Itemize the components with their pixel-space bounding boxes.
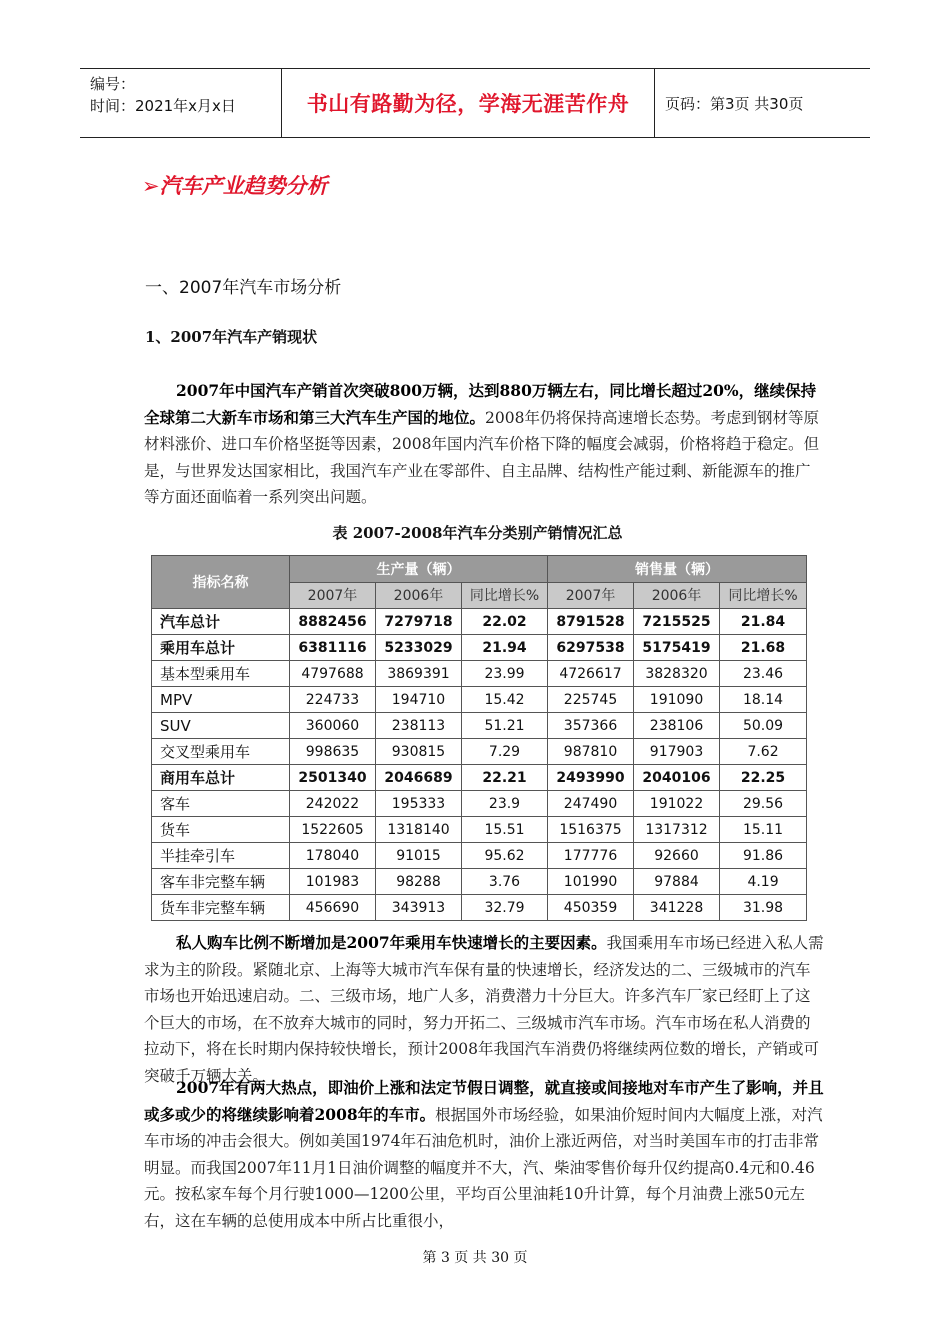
page-footer: 第 3 页 共 30 页 xyxy=(422,1250,528,1266)
table-cell: 22.02 xyxy=(462,609,548,635)
table-cell: 177776 xyxy=(548,843,634,869)
table-row xyxy=(152,843,807,869)
table-caption: 表 2007-2008年汽车分类别产销情况汇总 xyxy=(332,524,623,542)
table-cell: 7.29 xyxy=(462,739,548,765)
table-cell: 21.94 xyxy=(462,635,548,661)
table-cell: 8791528 xyxy=(548,609,634,635)
row-name: SUV xyxy=(152,713,290,739)
row-name: 基本型乘用车 xyxy=(152,661,290,687)
table-cell: 341228 xyxy=(634,895,720,921)
sub-header: 2007年 xyxy=(290,582,376,609)
paragraph-1 xyxy=(144,378,824,511)
table-cell: 91.86 xyxy=(720,843,807,869)
table-cell: 29.56 xyxy=(720,791,807,817)
table-cell: 930815 xyxy=(376,739,462,765)
table-cell: 987810 xyxy=(548,739,634,765)
table-cell: 238106 xyxy=(634,713,720,739)
table-cell: 15.51 xyxy=(462,817,548,843)
heading-1: 一、2007年汽车市场分析 xyxy=(145,278,342,298)
table-cell: 357366 xyxy=(548,713,634,739)
table-cell: 22.21 xyxy=(462,765,548,791)
col-name-header: 指标名称 xyxy=(152,556,290,609)
table-cell: 50.09 xyxy=(720,713,807,739)
table-cell: 23.46 xyxy=(720,661,807,687)
table-cell: 360060 xyxy=(290,713,376,739)
row-name: 半挂牵引车 xyxy=(152,843,290,869)
table-cell: 32.79 xyxy=(462,895,548,921)
row-name: 客车非完整车辆 xyxy=(152,869,290,895)
table-cell: 7.62 xyxy=(720,739,807,765)
table-row xyxy=(152,661,807,687)
table-cell: 450359 xyxy=(548,895,634,921)
paragraph-2-bold: 私人购车比例不断增加是2007年乘用车快速增长的主要因素。 xyxy=(176,933,607,952)
table-cell: 95.62 xyxy=(462,843,548,869)
table-cell: 6297538 xyxy=(548,635,634,661)
table-cell: 4726617 xyxy=(548,661,634,687)
table-cell: 15.42 xyxy=(462,687,548,713)
sub-header: 同比增长% xyxy=(720,582,807,609)
header-motto: 书山有路勤为径，学海无涯苦作舟 xyxy=(282,69,655,137)
table-cell: 191090 xyxy=(634,687,720,713)
row-name: 汽车总计 xyxy=(152,609,290,635)
table-cell: 5233029 xyxy=(376,635,462,661)
table-cell: 23.9 xyxy=(462,791,548,817)
sub-header: 2006年 xyxy=(634,582,720,609)
paragraph-1-bold: 2007年中国汽车产销首次突破800万辆，达到880万辆左右，同比增长超过20%，继续保持全球第二大新车市场和第三大汽车生产国的地位。 xyxy=(144,381,817,427)
table-cell: 998635 xyxy=(290,739,376,765)
table-cell: 6381116 xyxy=(290,635,376,661)
row-name: 乘用车总计 xyxy=(152,635,290,661)
table-row xyxy=(152,687,807,713)
table-cell: 8882456 xyxy=(290,609,376,635)
table-cell: 1522605 xyxy=(290,817,376,843)
table-cell: 2046689 xyxy=(376,765,462,791)
table-cell: 4797688 xyxy=(290,661,376,687)
table-cell: 191022 xyxy=(634,791,720,817)
table-row xyxy=(152,713,807,739)
table-cell: 2493990 xyxy=(548,765,634,791)
header-time: 时间：2021年x月x日 xyxy=(90,97,236,115)
table-cell: 7279718 xyxy=(376,609,462,635)
table-cell: 98288 xyxy=(376,869,462,895)
table-cell: 92660 xyxy=(634,843,720,869)
table-cell: 238113 xyxy=(376,713,462,739)
production-sales-table xyxy=(151,555,807,921)
table-cell: 21.84 xyxy=(720,609,807,635)
header-meta xyxy=(80,69,282,137)
table-cell: 224733 xyxy=(290,687,376,713)
table-row xyxy=(152,739,807,765)
table-cell: 21.68 xyxy=(720,635,807,661)
table-cell: 1318140 xyxy=(376,817,462,843)
table-cell: 225745 xyxy=(548,687,634,713)
row-name: 交叉型乘用车 xyxy=(152,739,290,765)
table-cell: 1317312 xyxy=(634,817,720,843)
group-production-header: 生产量（辆） xyxy=(290,556,548,583)
table-cell: 456690 xyxy=(290,895,376,921)
table-row xyxy=(152,895,807,921)
row-name: 商用车总计 xyxy=(152,765,290,791)
page-header xyxy=(80,68,870,138)
table-cell: 22.25 xyxy=(720,765,807,791)
table-row xyxy=(152,609,807,635)
section-title: ➢汽车产业趋势分析 xyxy=(142,174,328,198)
sub-header: 同比增长% xyxy=(462,582,548,609)
table-cell: 917903 xyxy=(634,739,720,765)
table-cell: 194710 xyxy=(376,687,462,713)
table-row xyxy=(152,869,807,895)
group-sales-header: 销售量（辆） xyxy=(548,556,807,583)
table-row xyxy=(152,817,807,843)
table-cell: 242022 xyxy=(290,791,376,817)
table-cell: 23.99 xyxy=(462,661,548,687)
table-cell: 3869391 xyxy=(376,661,462,687)
row-name: 客车 xyxy=(152,791,290,817)
sub-header: 2007年 xyxy=(548,582,634,609)
table-cell: 3828320 xyxy=(634,661,720,687)
row-name: 货车 xyxy=(152,817,290,843)
table-cell: 247490 xyxy=(548,791,634,817)
header-page: 页码：第3页 共30页 xyxy=(665,94,804,113)
table-cell: 178040 xyxy=(290,843,376,869)
table-cell: 1516375 xyxy=(548,817,634,843)
table-cell: 101990 xyxy=(548,869,634,895)
paragraph-1-text: 2008年仍将保持高速增长态势。考虑到钢材等原材料涨价、进口车价格坚挺等因素，2008年国内汽车价格下降的幅度会减弱，价格将趋于稳定。但是，与世界发达国家相比，我国汽车产业在零部件、自主品牌、结构性产能过剩、新能源车的推广等方面还面临着一系列突出问题。 xyxy=(144,408,819,506)
table-cell: 2040106 xyxy=(634,765,720,791)
table-cell: 3.76 xyxy=(462,869,548,895)
table-cell: 4.19 xyxy=(720,869,807,895)
paragraph-2-text: 我国乘用车市场已经进入私人需求为主的阶段。紧随北京、上海等大城市汽车保有量的快速增长，经济发达的二、三级城市的汽车市场也开始迅速启动。二、三级市场，地广人多，消费潜力十分巨大。许多汽车厂家已经盯上了这个巨大的市场，在不放弃大城市的同时，努力开拓二、三级城市汽车市场。汽车市场在私人消费的拉动下，将在长时期内保持较快增长，预计2008年我国汽车消费仍将继续两位数的增长，产销或可突破千万辆大关。 xyxy=(144,934,824,1085)
table-cell: 5175419 xyxy=(634,635,720,661)
table-cell: 91015 xyxy=(376,843,462,869)
table-cell: 18.14 xyxy=(720,687,807,713)
table-cell: 97884 xyxy=(634,869,720,895)
row-name: 货车非完整车辆 xyxy=(152,895,290,921)
table-cell: 101983 xyxy=(290,869,376,895)
table-cell: 15.11 xyxy=(720,817,807,843)
sub-header: 2006年 xyxy=(376,582,462,609)
table-row xyxy=(152,765,807,791)
table-cell: 51.21 xyxy=(462,713,548,739)
paragraph-3-text: 根据国外市场经验，如果油价短时间内大幅度上涨，对汽车市场的冲击会很大。例如美国1974年石油危机时，油价上涨近两倍，对当时美国车市的打击非常明显。而我国2007年11月1日油价调整的幅度并不大，汽、柴油零售价每升仅约提高0.4元和0.46元。按私家车每个月行驶1000—1200公里，平均百公里油耗10升计算，每个月油费上涨50元左右，这在车辆的总使用成本中所占比重很小， xyxy=(144,1105,823,1230)
table-cell: 7215525 xyxy=(634,609,720,635)
table-row xyxy=(152,791,807,817)
table-cell: 195333 xyxy=(376,791,462,817)
heading-2: 1、2007年汽车产销现状 xyxy=(145,328,318,346)
table-cell: 343913 xyxy=(376,895,462,921)
table-row xyxy=(152,635,807,661)
table-cell: 31.98 xyxy=(720,895,807,921)
paragraph-2 xyxy=(144,930,824,1089)
header-number: 编号： xyxy=(90,75,136,93)
table-cell: 2501340 xyxy=(290,765,376,791)
paragraph-3 xyxy=(144,1075,824,1234)
row-name: MPV xyxy=(152,687,290,713)
paragraph-3-bold: 2007年有两大热点，即油价上涨和法定节假日调整，就直接或间接地对车市产生了影响，并且或多或少的将继续影响着2008年的车市。 xyxy=(144,1078,824,1124)
